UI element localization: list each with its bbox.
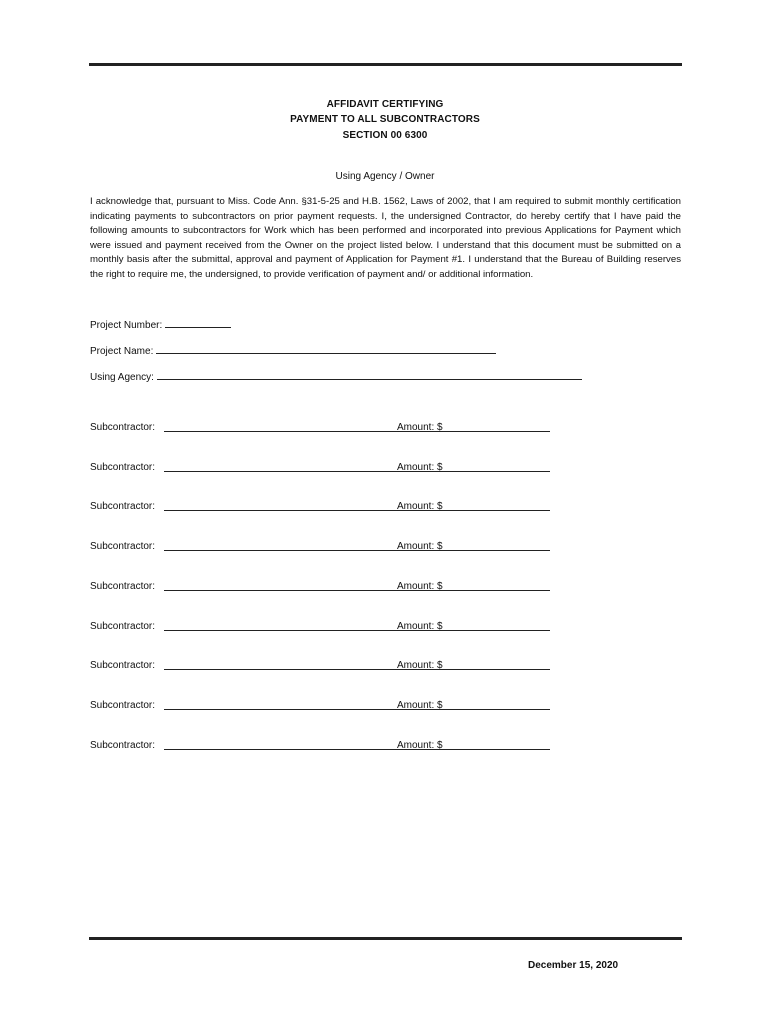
amount-input-line[interactable] bbox=[451, 669, 550, 670]
document-title-line-2: PAYMENT TO ALL SUBCONTRACTORS bbox=[290, 114, 480, 125]
subcontractor-row bbox=[90, 580, 560, 596]
subcontractor-label: Subcontractor: bbox=[90, 580, 156, 592]
subcontractor-label: Subcontractor: bbox=[90, 422, 156, 433]
document-subtitle: Using Agency / Owner bbox=[335, 171, 435, 182]
amount-label: Amount: $ bbox=[397, 422, 443, 433]
subcontractor-row bbox=[90, 461, 560, 477]
subcontractor-row bbox=[90, 540, 560, 556]
amount-label: Amount: $ bbox=[397, 739, 443, 751]
acknowledgement-paragraph: I acknowledge that, pursuant to Miss. Code Ann. §31-5-25 and H.B. 1562, Laws of 2002, that I am required to submit monthly certification indicating payments to subcontractors on prior payment requests. I, the undersigned Contractor, do hereby certify that I have paid the following amounts to subcontractors for Work which has been performed and incorporated into previous Applications for Payment which were issued and payment received from the Owner on the project listed below. I understand that this document must be submitted on a monthly basis after the submittal, approval and payment of Application for Payment #1. I understand that the Bureau of Building reserves the right to require me, the undersigned, to provide verification of payment and/ or additional information. bbox=[90, 196, 681, 280]
amount-label: Amount: $ bbox=[397, 541, 443, 553]
amount-input-line[interactable] bbox=[451, 510, 550, 511]
subcontractor-row bbox=[90, 500, 560, 516]
project-name-input-line[interactable] bbox=[156, 343, 496, 354]
footer-date: December 15, 2020 bbox=[528, 960, 619, 971]
subcontractor-label: Subcontractor: bbox=[90, 541, 156, 553]
amount-input-line[interactable] bbox=[451, 630, 550, 631]
subcontractor-label: Subcontractor: bbox=[90, 660, 156, 672]
subcontractor-label: Subcontractor: bbox=[90, 461, 156, 473]
project-name-label: Project Name: bbox=[90, 346, 154, 357]
amount-label: Amount: $ bbox=[397, 660, 443, 672]
subcontractor-label: Subcontractor: bbox=[90, 501, 156, 513]
using-agency-field[interactable] bbox=[90, 369, 582, 385]
using-agency-label: Using Agency: bbox=[90, 372, 154, 383]
subcontractor-row bbox=[90, 659, 560, 675]
amount-input-line[interactable] bbox=[451, 709, 550, 710]
amount-input-line[interactable] bbox=[451, 550, 550, 551]
amount-input-line[interactable] bbox=[451, 590, 550, 591]
subcontractor-row bbox=[90, 620, 560, 636]
document-title-line-1: AFFIDAVIT CERTIFYING bbox=[326, 99, 444, 110]
subcontractor-label: Subcontractor: bbox=[90, 620, 156, 632]
top-rule bbox=[89, 63, 682, 66]
project-number-label: Project Number: bbox=[90, 320, 163, 331]
subcontractor-label: Subcontractor: bbox=[90, 739, 156, 751]
subcontractor-row bbox=[90, 739, 560, 755]
amount-input-line[interactable] bbox=[451, 431, 550, 432]
project-number-input-line[interactable] bbox=[165, 317, 231, 328]
project-number-field[interactable] bbox=[90, 317, 231, 333]
subcontractor-row bbox=[90, 699, 560, 715]
project-name-field[interactable] bbox=[90, 343, 496, 359]
amount-label: Amount: $ bbox=[397, 461, 443, 473]
bottom-rule bbox=[89, 937, 682, 940]
amount-input-line[interactable] bbox=[451, 749, 550, 750]
amount-input-line[interactable] bbox=[451, 471, 550, 472]
amount-label: Amount: $ bbox=[397, 501, 443, 513]
document-title-line-3: SECTION 00 6300 bbox=[342, 130, 428, 141]
amount-label: Amount: $ bbox=[397, 699, 443, 711]
subcontractor-label: Subcontractor: bbox=[90, 699, 156, 711]
using-agency-input-line[interactable] bbox=[157, 369, 582, 380]
amount-label: Amount: $ bbox=[397, 620, 443, 632]
amount-label: Amount: $ bbox=[397, 580, 443, 592]
subcontractor-row bbox=[90, 421, 560, 437]
